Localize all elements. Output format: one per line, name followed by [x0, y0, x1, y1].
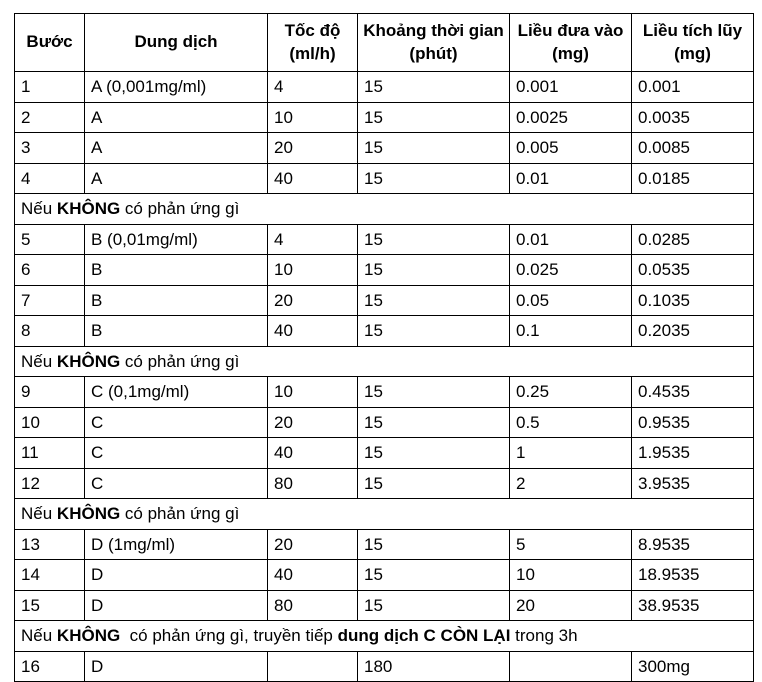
condition-text: có phản ứng gì — [120, 199, 240, 219]
cell-step: 15 — [15, 590, 85, 621]
cell-rate: 20 — [268, 407, 358, 438]
cell-dose: 0.1 — [510, 316, 632, 347]
condition-emphasis: KHÔNG — [56, 504, 121, 524]
cell-step: 8 — [15, 316, 85, 347]
table-body — [15, 72, 754, 682]
table-row — [15, 255, 754, 286]
condition-emphasis: KHÔNG — [56, 626, 121, 646]
condition-note — [15, 346, 754, 377]
cell-step: 3 — [15, 133, 85, 164]
cell-cumulative-dose: 300mg — [632, 651, 754, 682]
cell-rate: 4 — [268, 72, 358, 103]
cell-step: 7 — [15, 285, 85, 316]
cell-rate: 10 — [268, 102, 358, 133]
table-row — [15, 560, 754, 591]
table-row — [15, 316, 754, 347]
cell-duration: 15 — [358, 407, 510, 438]
cell-rate: 20 — [268, 285, 358, 316]
cell-cumulative-dose: 3.9535 — [632, 468, 754, 499]
cell-rate: 80 — [268, 590, 358, 621]
condition-row — [15, 194, 754, 225]
cell-dose: 0.25 — [510, 377, 632, 408]
cell-rate — [268, 651, 358, 682]
header-step: Bước — [15, 14, 85, 72]
cell-step: 6 — [15, 255, 85, 286]
cell-rate: 4 — [268, 224, 358, 255]
cell-dose: 10 — [510, 560, 632, 591]
cell-rate: 40 — [268, 438, 358, 469]
cell-dose: 0.5 — [510, 407, 632, 438]
cell-solution: A — [85, 163, 268, 194]
condition-emphasis: KHÔNG — [56, 351, 121, 371]
header-cumulative-dose: Liều tích lũy (mg) — [632, 14, 754, 72]
table-row — [15, 468, 754, 499]
cell-solution: A — [85, 102, 268, 133]
table-row — [15, 407, 754, 438]
cell-rate: 20 — [268, 133, 358, 164]
cell-duration: 15 — [358, 163, 510, 194]
cell-step: 5 — [15, 224, 85, 255]
cell-solution: B (0,01mg/ml) — [85, 224, 268, 255]
condition-text: có phản ứng gì, truyền tiếp — [120, 626, 338, 646]
cell-cumulative-dose: 0.2035 — [632, 316, 754, 347]
table-row — [15, 224, 754, 255]
cell-dose: 1 — [510, 438, 632, 469]
cell-duration: 15 — [358, 560, 510, 591]
cell-step: 12 — [15, 468, 85, 499]
cell-step: 16 — [15, 651, 85, 682]
cell-cumulative-dose: 18.9535 — [632, 560, 754, 591]
condition-text: trong 3h — [510, 626, 578, 646]
cell-rate: 10 — [268, 255, 358, 286]
cell-cumulative-dose: 0.4535 — [632, 377, 754, 408]
cell-duration: 15 — [358, 377, 510, 408]
cell-rate: 40 — [268, 560, 358, 591]
cell-solution: D — [85, 651, 268, 682]
cell-step: 10 — [15, 407, 85, 438]
table-row — [15, 529, 754, 560]
condition-row — [15, 499, 754, 530]
table-row — [15, 163, 754, 194]
condition-text: có phản ứng gì — [120, 351, 240, 371]
cell-dose: 2 — [510, 468, 632, 499]
cell-dose: 5 — [510, 529, 632, 560]
table-row — [15, 377, 754, 408]
cell-rate: 40 — [268, 163, 358, 194]
cell-step: 1 — [15, 72, 85, 103]
header-rate: Tốc độ (ml/h) — [268, 14, 358, 72]
cell-cumulative-dose: 0.001 — [632, 72, 754, 103]
cell-dose: 0.005 — [510, 133, 632, 164]
cell-duration: 15 — [358, 102, 510, 133]
cell-solution: D — [85, 590, 268, 621]
cell-step: 14 — [15, 560, 85, 591]
cell-duration: 15 — [358, 316, 510, 347]
cell-duration: 180 — [358, 651, 510, 682]
cell-dose: 0.01 — [510, 224, 632, 255]
desensitization-protocol-table — [14, 13, 754, 682]
table-row — [15, 133, 754, 164]
cell-step: 13 — [15, 529, 85, 560]
cell-dose: 0.001 — [510, 72, 632, 103]
condition-text: Nếu — [21, 626, 57, 646]
table-row — [15, 651, 754, 682]
cell-duration: 15 — [358, 285, 510, 316]
table-row — [15, 285, 754, 316]
cell-solution: C — [85, 468, 268, 499]
condition-emphasis: KHÔNG — [56, 199, 121, 219]
table-row — [15, 590, 754, 621]
table-header-row — [15, 14, 754, 72]
cell-cumulative-dose: 0.0285 — [632, 224, 754, 255]
cell-step: 9 — [15, 377, 85, 408]
cell-solution: B — [85, 255, 268, 286]
cell-step: 2 — [15, 102, 85, 133]
condition-emphasis: dung dịch C CÒN LẠI — [337, 626, 511, 646]
cell-dose: 0.0025 — [510, 102, 632, 133]
cell-duration: 15 — [358, 529, 510, 560]
cell-duration: 15 — [358, 590, 510, 621]
cell-cumulative-dose: 8.9535 — [632, 529, 754, 560]
cell-cumulative-dose: 0.1035 — [632, 285, 754, 316]
condition-text: có phản ứng gì — [120, 504, 240, 524]
condition-note — [15, 621, 754, 652]
cell-dose: 20 — [510, 590, 632, 621]
cell-dose: 0.01 — [510, 163, 632, 194]
cell-duration: 15 — [358, 72, 510, 103]
condition-text: Nếu — [21, 504, 57, 524]
cell-step: 11 — [15, 438, 85, 469]
cell-duration: 15 — [358, 255, 510, 286]
condition-note — [15, 194, 754, 225]
cell-cumulative-dose: 1.9535 — [632, 438, 754, 469]
header-dose: Liều đưa vào (mg) — [510, 14, 632, 72]
cell-solution: A (0,001mg/ml) — [85, 72, 268, 103]
header-duration: Khoảng thời gian (phút) — [358, 14, 510, 72]
header-solution: Dung dịch — [85, 14, 268, 72]
cell-solution: B — [85, 316, 268, 347]
condition-row — [15, 346, 754, 377]
cell-dose: 0.05 — [510, 285, 632, 316]
cell-solution: C — [85, 407, 268, 438]
cell-duration: 15 — [358, 133, 510, 164]
table-row — [15, 72, 754, 103]
cell-cumulative-dose: 0.0035 — [632, 102, 754, 133]
cell-solution: C — [85, 438, 268, 469]
cell-solution: D (1mg/ml) — [85, 529, 268, 560]
cell-cumulative-dose: 0.0535 — [632, 255, 754, 286]
cell-rate: 20 — [268, 529, 358, 560]
table-row — [15, 102, 754, 133]
cell-solution: D — [85, 560, 268, 591]
cell-cumulative-dose: 0.0085 — [632, 133, 754, 164]
cell-cumulative-dose: 38.9535 — [632, 590, 754, 621]
cell-step: 4 — [15, 163, 85, 194]
cell-dose — [510, 651, 632, 682]
cell-cumulative-dose: 0.0185 — [632, 163, 754, 194]
cell-rate: 40 — [268, 316, 358, 347]
condition-row — [15, 621, 754, 652]
cell-solution: C (0,1mg/ml) — [85, 377, 268, 408]
table-row — [15, 438, 754, 469]
cell-duration: 15 — [358, 224, 510, 255]
condition-text: Nếu — [21, 199, 57, 219]
cell-rate: 10 — [268, 377, 358, 408]
cell-solution: A — [85, 133, 268, 164]
cell-rate: 80 — [268, 468, 358, 499]
cell-duration: 15 — [358, 438, 510, 469]
condition-text: Nếu — [21, 351, 57, 371]
condition-note — [15, 499, 754, 530]
cell-dose: 0.025 — [510, 255, 632, 286]
cell-cumulative-dose: 0.9535 — [632, 407, 754, 438]
cell-duration: 15 — [358, 468, 510, 499]
cell-solution: B — [85, 285, 268, 316]
